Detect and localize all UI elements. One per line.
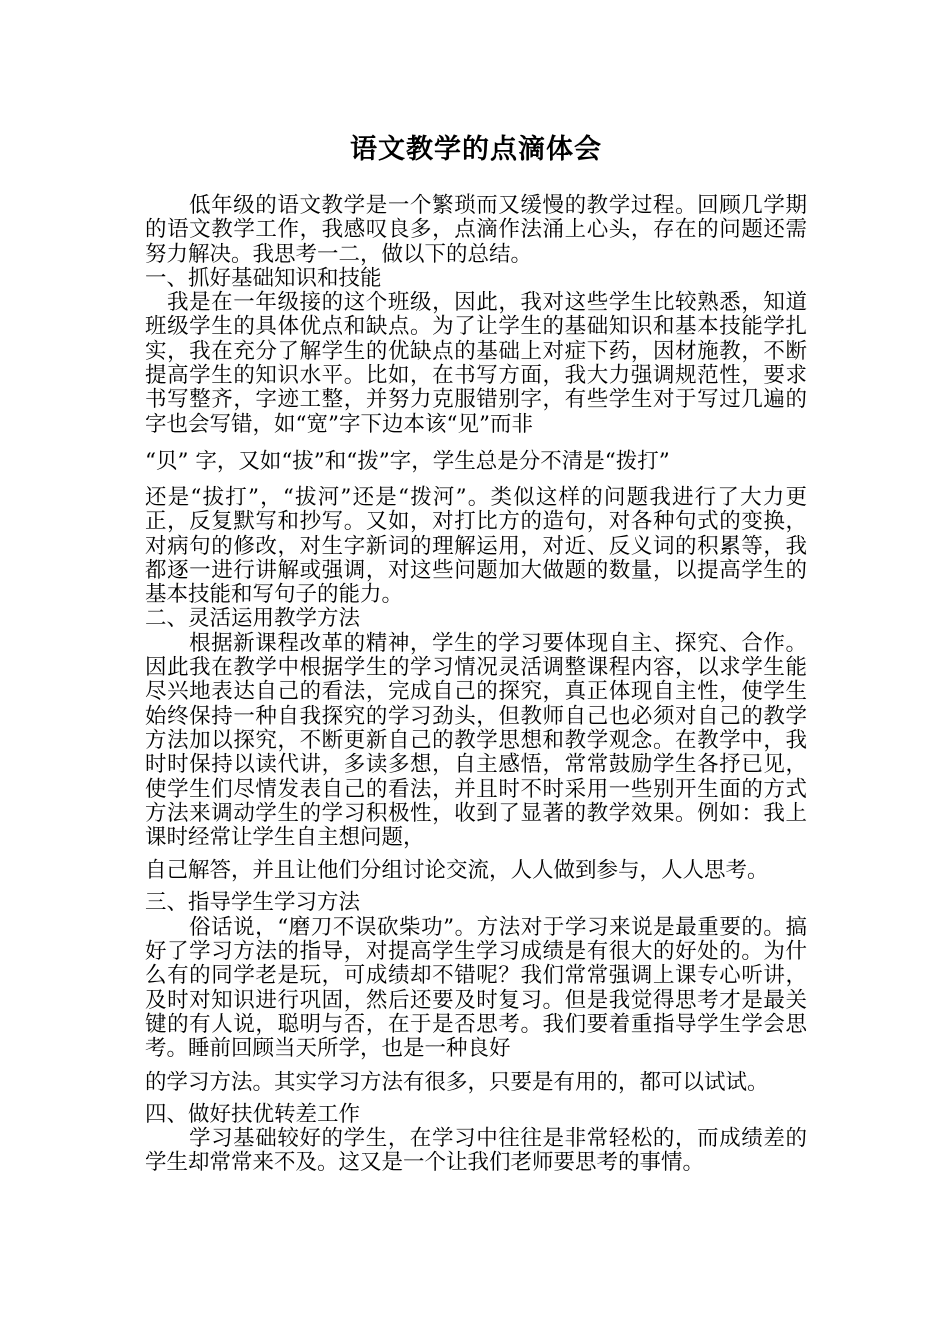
section-3-paragraph-a: 俗话说，“磨刀不误砍柴功”。方法对于学习来说是最重要的。搞好了学习方法的指导，对提高学生学习成绩是有很大的好处的。为什么有的同学老是玩，可成绩却不错呢？我们常常强调上课专心听讲，及时对知识进行巩固，然后还要及时复习。但是我觉得思考才是最关键的有人说，聪明与否，在于是否思考。我们要着重指导学生学会思考。睡前回顾当天所学，也是一种良好 (145, 914, 807, 1062)
intro-paragraph: 低年级的语文教学是一个繁琐而又缓慢的教学过程。回顾几学期的语文教学工作，我感叹良多，点滴作法涌上心头，存在的问题还需努力解决。我思考一二，做以下的总结。 (145, 193, 807, 267)
section-2-paragraph-b: 自己解答，并且让他们分组讨论交流，人人做到参与，人人思考。 (145, 858, 769, 884)
section-4-heading: 四、做好扶优转差工作 (145, 1101, 361, 1127)
section-2-paragraph-a: 根据新课程改革的精神，学生的学习要体现自主、探究、合作。因此我在教学中根据学生的学习情况灵活调整课程内容，以求学生能尽兴地表达自己的看法，完成自己的探究，真正体现自主性，使学生始终保持一种自我探究的学习劲头，但教师自己也必须对自己的教学方法加以探究，不断更新自己的教学思想和教学观念。在教学中，我时时保持以读代讲，多读多想，自主感悟，常常鼓励学生各抒已见，使学生们尽情发表自己的看法，并且时不时采用一些别开生面的方式方法来调动学生的学习积极性，收到了显著的教学效果。例如：我上课时经常让学生自主想问题， (145, 630, 807, 851)
section-4-paragraph-a: 学习基础较好的学生，在学习中往往是非常轻松的，而成绩差的学生却常常来不及。这又是一个让我们老师要思考的事情。 (145, 1125, 807, 1176)
section-1-heading: 一、抓好基础知识和技能 (145, 265, 382, 291)
section-3-paragraph-b: 的学习方法。其实学习方法有很多，只要是有用的，都可以试试。 (145, 1069, 769, 1095)
section-2-heading: 二、灵活运用教学方法 (145, 606, 361, 632)
section-3-heading: 三、指导学生学习方法 (145, 890, 361, 916)
document-title: 语文教学的点滴体会 (350, 134, 602, 165)
section-1-paragraph-b: “贝” 字，又如“拔”和“拨”字，学生总是分不清是“拨打” (145, 448, 670, 474)
section-1-paragraph-c: 还是“拔打”，“拔河”还是“拨河”。类似这样的问题我进行了大力更正，反复默写和抄写。又如，对打比方的造句，对各种句式的变换，对病句的修改，对生字新词的理解运用，对近、反义词的积累等，我都逐一进行讲解或强调，对这些问题加大做题的数量，以提高学生的基本技能和写句子的能力。 (145, 484, 807, 608)
document-body (145, 194, 807, 1175)
section-1-paragraph-a: 我是在一年级接的这个班级，因此，我对这些学生比较熟悉，知道班级学生的具体优点和缺点。为了让学生的基础知识和基本技能学扎实，我在充分了解学生的优缺点的基础上对症下药，因材施教，不断提高学生的知识水平。比如，在书写方面，我大力强调规范性，要求书写整齐，字迹工整，并努力克服错别字，有些学生对于写过几遍的字也会写错，如“宽”字下边本该“见”而非 (145, 290, 807, 437)
